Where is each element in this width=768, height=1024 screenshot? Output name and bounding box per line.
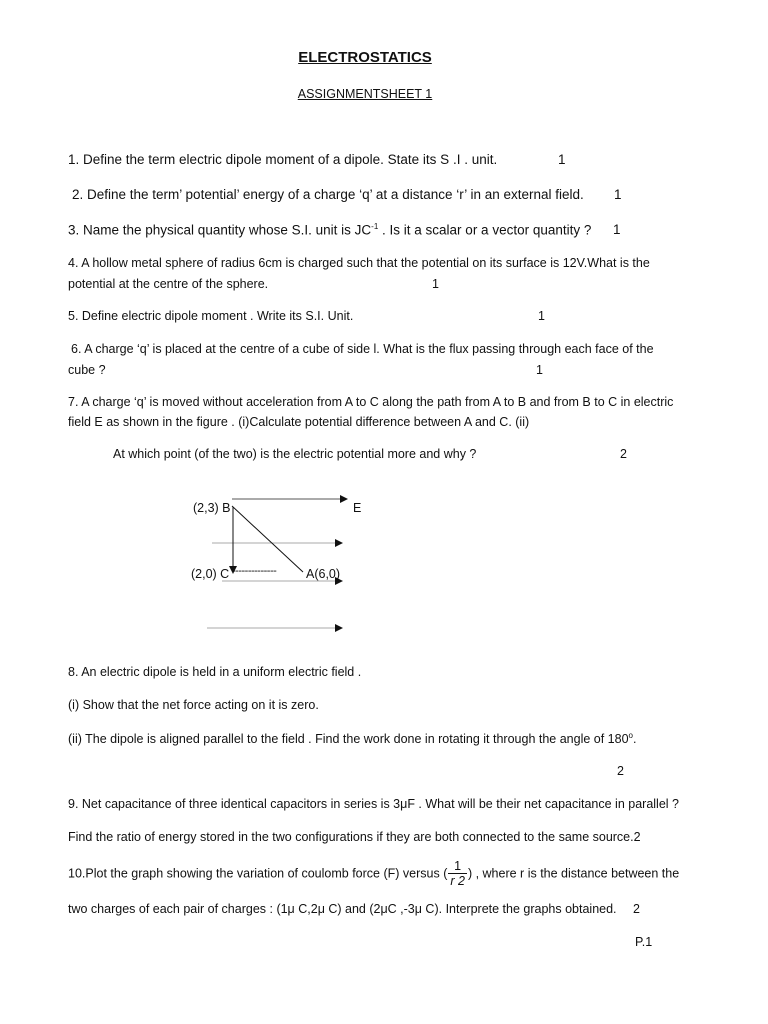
fraction-denominator: r 2: [450, 874, 465, 888]
question-6-line-2: cube ?: [68, 363, 106, 377]
question-4-marks: 1: [432, 277, 439, 291]
question-6-line-1: 6. A charge ‘q’ is placed at the centre of a cube of side l. What is the flux passing through each face of the: [71, 342, 654, 356]
point-b-label: (2,3) B: [193, 501, 231, 515]
question-8-line-2: (i) Show that the net force acting on it is zero.: [68, 698, 319, 712]
field-e-label: E: [353, 501, 362, 515]
question-10-marks: 2: [633, 902, 640, 916]
path-c-to-a-dashes: --------------: [232, 565, 277, 577]
question-1-marks: 1: [558, 152, 566, 167]
degree-superscript: o: [628, 731, 633, 740]
fraction-one-over-r-squared: [448, 859, 467, 888]
question-9-line-1: 9. Net capacitance of three identical capacitors in series is 3μF . What will be their net capacitance in parallel ?: [68, 797, 679, 811]
question-10-line-2: two charges of each pair of charges : (1μ C,2μ C) and (2μC ,-3μ C). Interprete the graphs obtained.: [68, 902, 617, 916]
question-7-line-3: At which point (of the two) is the electric potential more and why ?: [113, 447, 477, 461]
question-4-line-1: 4. A hollow metal sphere of radius 6cm is charged such that the potential on its surface is 12V.What is the: [68, 256, 650, 270]
question-7-marks: 2: [620, 447, 627, 461]
page-number: P.1: [635, 935, 653, 949]
path-a-to-b: [232, 506, 303, 572]
question-1: 1. Define the term electric dipole moment of a dipole. State its S .I . unit.: [68, 152, 498, 167]
question-2-marks: 1: [614, 187, 622, 202]
question-3-text-a: 3. Name the physical quantity whose S.I. unit is JC: [68, 222, 372, 238]
point-a-label: A(6,0): [306, 567, 341, 581]
page-title: ELECTROSTATICS: [298, 49, 432, 66]
question-9-line-2: Find the ratio of energy stored in the two configurations if they are both connected to the same source.2: [68, 830, 641, 844]
question-8-line-3-end: .: [633, 732, 637, 747]
question-2: 2. Define the term’ potential’ energy of a charge ‘q’ at a distance ‘r’ in an external field.: [72, 187, 584, 202]
question-10-line-1: [68, 859, 679, 888]
question-10-text-a: 10.Plot the graph showing the variation of coulomb force (F) versus (: [68, 866, 448, 881]
question-3-superscript: -1: [371, 222, 379, 231]
question-4-line-2: potential at the centre of the sphere.: [68, 277, 269, 291]
point-c-label: (2,0) C: [191, 567, 230, 581]
question-5: 5. Define electric dipole moment . Write its S.I. Unit.: [68, 309, 354, 323]
question-3-text-b: . Is it a scalar or a vector quantity ?: [378, 222, 592, 238]
question-7-line-2: field E as shown in the figure . (i)Calculate potential difference between A and C. (ii): [68, 415, 530, 429]
fraction-numerator: 1: [448, 859, 467, 874]
question-5-marks: 1: [538, 309, 545, 323]
question-7-line-1: 7. A charge ‘q’ is moved without acceleration from A to C along the path from A to B and from B to C in electric: [68, 395, 674, 409]
question-8-line-3-text: (ii) The dipole is aligned parallel to the field . Find the work done in rotating it through the angle of 180: [68, 732, 629, 747]
question-3-marks: 1: [613, 222, 621, 237]
question-8-line-3: [68, 731, 636, 746]
question-6-marks: 1: [536, 363, 543, 377]
question-8-line-1: 8. An electric dipole is held in a uniform electric field .: [68, 665, 362, 679]
question-10-text-b: ) , where r is the distance between the: [467, 866, 680, 881]
page-subtitle: ASSIGNMENTSHEET 1: [297, 87, 433, 101]
question-8-marks: 2: [617, 764, 624, 778]
